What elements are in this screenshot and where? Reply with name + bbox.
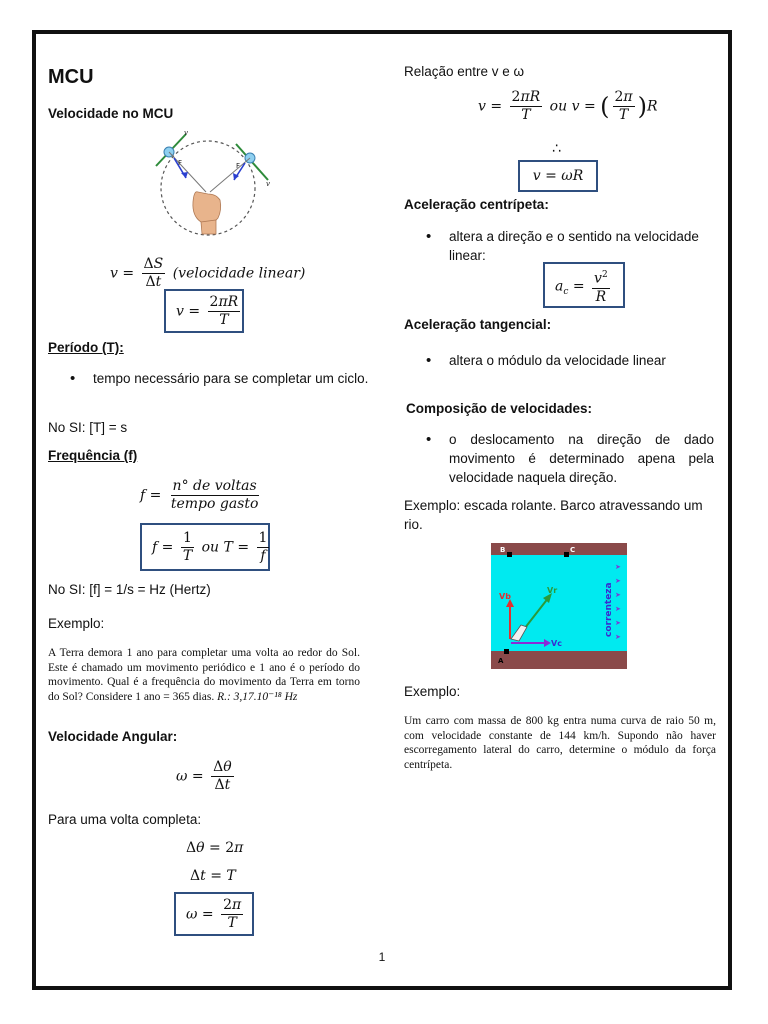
current-arrow: ➤ xyxy=(615,563,621,571)
velocidade-linear-note: (velocidade linear) xyxy=(172,265,306,282)
label-vr: Vr xyxy=(547,586,558,595)
velocidade-heading: Velocidade no MCU xyxy=(48,106,174,121)
relacao-ou: ou xyxy=(549,98,568,115)
point-c-marker xyxy=(564,552,569,557)
page-title: MCU xyxy=(48,66,94,88)
label-b: B xyxy=(500,546,506,554)
exemplo-label-left: Exemplo: xyxy=(48,616,105,631)
freq-denominator: tempo gasto xyxy=(170,496,259,512)
label-c: C xyxy=(570,546,576,554)
formula-box-v-omega-r: v = ωR xyxy=(518,160,598,192)
freq-numerator: n° de voltas xyxy=(172,478,257,494)
composicao-list xyxy=(404,430,714,487)
velocity-label-left: v xyxy=(184,130,188,137)
periodo-bullet: • tempo necessário para se completar um ciclo. xyxy=(48,369,370,388)
hand-icon xyxy=(193,192,221,224)
frequencia-heading: Frequência (f) xyxy=(48,448,138,463)
velocity-label-right: v xyxy=(266,180,270,188)
formula-omega: ω = $\frac{\Delta\theta}{\Delta t}$ xyxy=(176,759,232,793)
velocidade-angular-heading: Velocidade Angular: xyxy=(48,729,178,744)
formula-box-omega: ω = $\frac{2\pi}{T}$ xyxy=(174,892,254,936)
force-label-left: F xyxy=(178,159,183,167)
aceleracao-tangencial-heading: Aceleração tangencial: xyxy=(404,317,552,332)
current-arrow: ➤ xyxy=(615,605,621,613)
volta-completa-label: Para uma volta completa: xyxy=(48,812,202,827)
relacao-label: Relação entre v e ω xyxy=(404,64,525,79)
label-vc: Vc xyxy=(551,639,562,648)
point-a-marker xyxy=(504,649,509,654)
periodo-si: No SI: [T] = s xyxy=(48,420,128,435)
current-arrow: ➤ xyxy=(615,633,621,641)
mcu-illustration xyxy=(146,130,276,238)
page-number: 1 xyxy=(378,950,386,964)
exemplo-label-right: Exemplo: xyxy=(404,684,461,699)
composicao-exemplo: Exemplo: escada rolante. Barco atravessando um rio. xyxy=(404,498,703,532)
aceleracao-centripeta-heading: Aceleração centrípeta: xyxy=(404,197,549,212)
formula-velocidade-linear: v = $\frac{\Delta S}{\Delta t}$ (velocidade linear) xyxy=(110,256,306,290)
label-a: A xyxy=(498,657,504,665)
centripeta-bullet: • altera a direção e o sentido na velocidade linear: xyxy=(404,227,714,265)
formula-box-f: f = $\frac{1}{T}$ ou T = $\frac{1}{f}$ xyxy=(140,523,270,571)
river-boat-figure xyxy=(491,543,627,669)
river-bank-bottom xyxy=(491,651,627,669)
current-arrow: ➤ xyxy=(615,619,621,627)
point-b-marker xyxy=(507,552,512,557)
formula-relacao: v = $\frac{2\pi R}{T}$ ou v = ( $\frac{2\pi}{T}$ )R xyxy=(478,89,658,123)
page-frame xyxy=(32,30,732,990)
frequencia-si: No SI: [f] = 1/s = Hz (Hertz) xyxy=(48,582,211,597)
periodo-list xyxy=(48,369,370,388)
tangencial-list xyxy=(404,351,714,370)
formula-box-ac: $a_c$ = $\frac{v^2}{R}$ xyxy=(543,262,625,308)
current-arrow: ➤ xyxy=(615,591,621,599)
current-arrow: ➤ xyxy=(615,577,621,585)
label-vb: Vb xyxy=(499,592,511,601)
force-label-right: F xyxy=(236,162,241,170)
composicao-heading: Composição de velocidades: xyxy=(406,401,593,416)
formula-delta-t: Δt = T xyxy=(190,868,236,884)
exemplo-text-left-body: A Terra demora 1 ano para completar uma volta ao redor do Sol. Este é chamado um movimento periódico e 1 ano é o período do movimento. Qual é a frequência do movimento da Terra em torno do Sol? Considere 1 ano = 365 dias. xyxy=(48,647,360,703)
exemplo-text-right: Um carro com massa de 800 kg entra numa curva de raio 50 m, com velocidade constante de 144 km/h. Supondo não haver escorregamento lateral do carro, determine o módulo da força centrípeta. xyxy=(404,715,716,771)
tangencial-bullet: • altera o módulo da velocidade linear xyxy=(404,351,714,370)
therefore-symbol: ∴ xyxy=(552,140,561,156)
composicao-bullet: • o deslocamento na direção de dado movimento é determinado apena pela velocidade naquela direção. xyxy=(404,430,714,487)
exemplo-answer: R.: 3,17.10⁻¹⁸ Hz xyxy=(217,690,298,703)
exemplo-text-left xyxy=(48,646,360,704)
freq-ou: ou xyxy=(201,539,220,556)
wrist xyxy=(201,220,216,234)
formula-box-v: v = $\frac{2\pi R}{T}$ xyxy=(164,289,244,333)
left-column xyxy=(48,34,370,986)
periodo-heading: Período (T): xyxy=(48,340,124,355)
formula-delta-theta: Δθ = 2π xyxy=(186,840,244,856)
formula-frequencia: f = $\frac{\text{n° de voltas}}{\text{tempo gasto}}$ xyxy=(140,478,259,512)
label-correnteza: correnteza xyxy=(604,582,614,637)
right-column xyxy=(404,34,724,986)
centripeta-list xyxy=(404,227,714,265)
force-arrowhead-left xyxy=(181,172,188,178)
